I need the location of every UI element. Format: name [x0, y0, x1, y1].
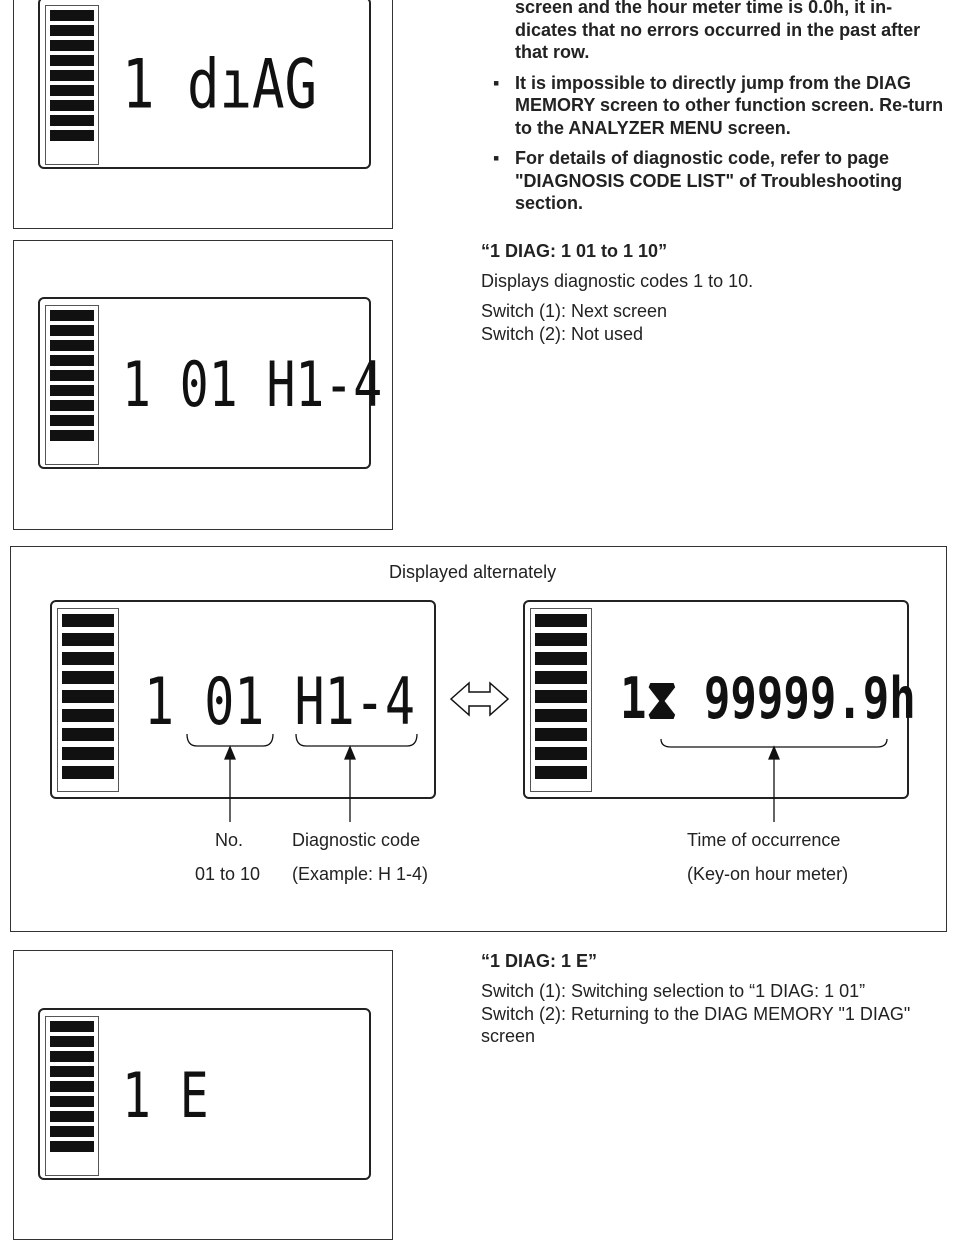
- section1-description: Displays diagnostic codes 1 to 10.: [481, 271, 754, 291]
- level-bar: [45, 305, 99, 465]
- no-range-label: 01 to 10: [195, 864, 261, 884]
- brace-code: [296, 734, 417, 746]
- alternate-arrow-icon: [451, 683, 508, 715]
- brace-no: [187, 734, 273, 746]
- lcd-e-text: 1 E: [122, 1060, 209, 1133]
- level-bar: [45, 1016, 99, 1176]
- lcd-display: [38, 297, 383, 469]
- alternate-caption: Displayed alternately: [389, 562, 557, 582]
- code-label: Diagnostic code: [292, 830, 421, 850]
- note-item: screen and the hour meter time is 0.0h, it in-dicates that no errors occurred in the past after that row.: [515, 0, 921, 62]
- section1-switches: Switch (1): Next screen Switch (2): Not used: [481, 301, 668, 344]
- code-example-label: (Example: H 1-4): [292, 864, 429, 884]
- no-label: No.: [215, 830, 244, 850]
- lcd-code-text: 1 01 H1-4: [122, 349, 383, 422]
- lcd-hours-text: 1⧗ 99999.9h: [620, 666, 916, 733]
- time-note-label: (Key-on hour meter): [687, 864, 849, 884]
- notes-list: [493, 0, 948, 223]
- section2-heading: “1 DIAG: 1 E”: [481, 951, 598, 971]
- lcd-diag-text: 1 dıAG: [122, 45, 318, 124]
- level-bar: [45, 5, 99, 165]
- lcd-display: [38, 0, 371, 169]
- note-item: ▪ For details of diagnostic code, refer to page "DIAGNOSIS CODE LIST" of Troubleshooting section.: [493, 148, 903, 213]
- code-screen-panel: [13, 240, 393, 530]
- lcd-display: [38, 1008, 371, 1180]
- diag-screen-panel: [13, 0, 393, 229]
- lcd-code-text-large: 1 01 H1-4: [144, 664, 415, 740]
- time-label: Time of occurrence: [687, 830, 841, 850]
- note-item: ▪ It is impossible to directly jump from the DIAG MEMORY screen to other function screen. Re-turn to the ANALYZER MENU screen.: [493, 72, 944, 138]
- alternate-display-diagram: [10, 546, 947, 932]
- section2-switches: Switch (1): Switching selection to “1 DIAG: 1 01” Switch (2): Returning to the DIAG MEMORY "1 DIAG" screen: [481, 981, 911, 1046]
- section1-heading: “1 DIAG: 1 01 to 1 10”: [481, 241, 668, 261]
- error-screen-panel: [13, 950, 393, 1240]
